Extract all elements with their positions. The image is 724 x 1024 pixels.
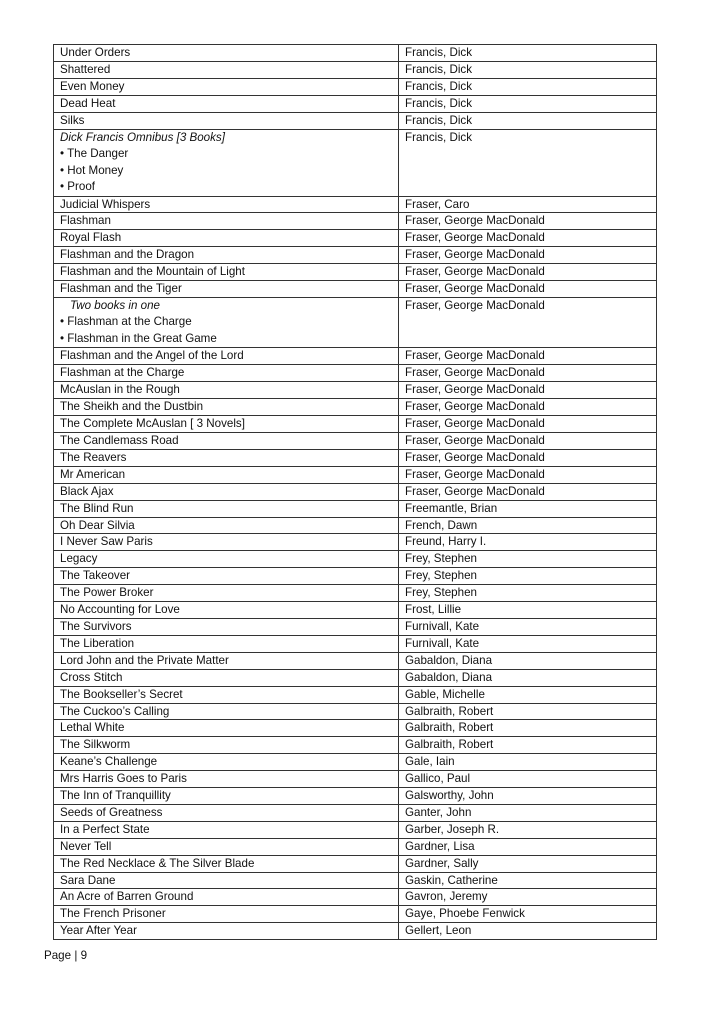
book-author: Galbraith, Robert	[399, 720, 657, 737]
book-title: No Accounting for Love	[54, 602, 399, 619]
book-title: Mrs Harris Goes to Paris	[54, 771, 399, 788]
omnibus-title: Dick Francis Omnibus [3 Books]	[60, 130, 225, 144]
book-author: Frey, Stephen	[399, 551, 657, 568]
book-author: Francis, Dick	[399, 129, 657, 196]
book-author: Fraser, George MacDonald	[399, 382, 657, 399]
book-title: The Silkworm	[54, 737, 399, 754]
book-author: Gallico, Paul	[399, 771, 657, 788]
table-row	[54, 281, 657, 298]
table-row	[54, 686, 657, 703]
book-title: The Blind Run	[54, 500, 399, 517]
book-title: Never Tell	[54, 838, 399, 855]
table-row	[54, 95, 657, 112]
table-row	[54, 889, 657, 906]
table-row	[54, 78, 657, 95]
table-row	[54, 602, 657, 619]
book-author: Francis, Dick	[399, 112, 657, 129]
book-list-table	[53, 44, 657, 940]
book-author: Fraser, George MacDonald	[399, 348, 657, 365]
book-title: The Inn of Tranquillity	[54, 788, 399, 805]
omnibus-item: • Flashman in the Great Game	[60, 331, 217, 345]
table-row	[54, 466, 657, 483]
book-author: Gaye, Phoebe Fenwick	[399, 906, 657, 923]
book-author: Frey, Stephen	[399, 585, 657, 602]
book-author: Fraser, George MacDonald	[399, 416, 657, 433]
book-author: Francis, Dick	[399, 78, 657, 95]
table-row	[54, 821, 657, 838]
book-author: Freund, Harry I.	[399, 534, 657, 551]
table-row	[54, 399, 657, 416]
book-title: Flashman and the Dragon	[54, 247, 399, 264]
book-author: Fraser, George MacDonald	[399, 466, 657, 483]
book-title: Under Orders	[54, 45, 399, 62]
table-row	[54, 112, 657, 129]
page-number: 9	[80, 949, 88, 962]
book-title: The Bookseller’s Secret	[54, 686, 399, 703]
book-title: Keane’s Challenge	[54, 754, 399, 771]
table-row	[54, 551, 657, 568]
book-author: Fraser, George MacDonald	[399, 264, 657, 281]
book-author: Gable, Michelle	[399, 686, 657, 703]
table-row	[54, 838, 657, 855]
book-author: Gabaldon, Diana	[399, 652, 657, 669]
book-title: Sara Dane	[54, 872, 399, 889]
table-row	[54, 720, 657, 737]
book-author: Gale, Iain	[399, 754, 657, 771]
book-title: The Red Necklace & The Silver Blade	[54, 855, 399, 872]
omnibus-item: • Proof	[60, 180, 95, 194]
table-row-omnibus	[54, 129, 657, 196]
book-author: Frost, Lillie	[399, 602, 657, 619]
book-author: Galbraith, Robert	[399, 737, 657, 754]
table-row	[54, 737, 657, 754]
table-row	[54, 449, 657, 466]
book-title: Lord John and the Private Matter	[54, 652, 399, 669]
book-author: Fraser, George MacDonald	[399, 365, 657, 382]
table-row	[54, 45, 657, 62]
book-author: Gardner, Sally	[399, 855, 657, 872]
book-author: Fraser, George MacDonald	[399, 449, 657, 466]
table-row	[54, 517, 657, 534]
table-row	[54, 365, 657, 382]
book-author: Garber, Joseph R.	[399, 821, 657, 838]
book-title: Royal Flash	[54, 230, 399, 247]
book-title: The Sheikh and the Dustbin	[54, 399, 399, 416]
book-title: Flashman and the Mountain of Light	[54, 264, 399, 281]
book-title: Year After Year	[54, 923, 399, 940]
book-title: The French Prisoner	[54, 906, 399, 923]
book-author: Fraser, George MacDonald	[399, 213, 657, 230]
book-title: Seeds of Greatness	[54, 804, 399, 821]
omnibus-item: • The Danger	[60, 147, 129, 161]
page-label: Page	[44, 949, 72, 962]
book-title: The Takeover	[54, 568, 399, 585]
book-title: Flashman and the Tiger	[54, 281, 399, 298]
book-author: Gaskin, Catherine	[399, 872, 657, 889]
table-row	[54, 534, 657, 551]
book-title: Mr American	[54, 466, 399, 483]
table-row	[54, 788, 657, 805]
book-author: Francis, Dick	[399, 61, 657, 78]
table-row	[54, 500, 657, 517]
book-author: Gavron, Jeremy	[399, 889, 657, 906]
table-row	[54, 382, 657, 399]
book-author: Fraser, George MacDonald	[399, 281, 657, 298]
book-title: McAuslan in the Rough	[54, 382, 399, 399]
table-row	[54, 923, 657, 940]
omnibus-item: • Hot Money	[60, 163, 124, 177]
book-author: Galbraith, Robert	[399, 703, 657, 720]
book-title: Judicial Whispers	[54, 196, 399, 213]
book-author: Freemantle, Brian	[399, 500, 657, 517]
book-title: The Candlemass Road	[54, 433, 399, 450]
table-row	[54, 230, 657, 247]
book-title: Flashman	[54, 213, 399, 230]
table-row-omnibus	[54, 297, 657, 348]
table-row	[54, 213, 657, 230]
table-row	[54, 416, 657, 433]
book-title: Flashman and the Angel of the Lord	[54, 348, 399, 365]
book-title: The Power Broker	[54, 585, 399, 602]
book-title: Flashman at the Charge	[54, 365, 399, 382]
book-title: Cross Stitch	[54, 669, 399, 686]
book-title: The Liberation	[54, 635, 399, 652]
table-row	[54, 483, 657, 500]
table-row	[54, 669, 657, 686]
table-row	[54, 264, 657, 281]
book-author: Francis, Dick	[399, 95, 657, 112]
book-author: Fraser, George MacDonald	[399, 433, 657, 450]
table-row	[54, 61, 657, 78]
table-row	[54, 635, 657, 652]
book-title: Silks	[54, 112, 399, 129]
book-author: French, Dawn	[399, 517, 657, 534]
table-row	[54, 872, 657, 889]
table-row	[54, 906, 657, 923]
page-separator: |	[74, 949, 78, 962]
book-title: The Survivors	[54, 618, 399, 635]
book-author: Fraser, George MacDonald	[399, 230, 657, 247]
book-author: Fraser, George MacDonald	[399, 483, 657, 500]
table-row	[54, 585, 657, 602]
table-row	[54, 196, 657, 213]
table-row	[54, 771, 657, 788]
book-author: Furnivall, Kate	[399, 618, 657, 635]
book-title: Dead Heat	[54, 95, 399, 112]
book-author: Furnivall, Kate	[399, 635, 657, 652]
table-row	[54, 652, 657, 669]
book-title: The Complete McAuslan [ 3 Novels]	[54, 416, 399, 433]
book-author: Galsworthy, John	[399, 788, 657, 805]
book-title: Lethal White	[54, 720, 399, 737]
omnibus-title: Two books in one	[70, 298, 161, 312]
book-title-multi	[54, 297, 399, 348]
book-title-multi	[54, 129, 399, 196]
book-title: Even Money	[54, 78, 399, 95]
book-title: Legacy	[54, 551, 399, 568]
book-title: Black Ajax	[54, 483, 399, 500]
table-row	[54, 348, 657, 365]
book-author: Fraser, George MacDonald	[399, 247, 657, 264]
book-author: Fraser, George MacDonald	[399, 399, 657, 416]
book-list-body	[54, 45, 657, 940]
table-row	[54, 703, 657, 720]
book-author: Ganter, John	[399, 804, 657, 821]
table-row	[54, 247, 657, 264]
book-title: I Never Saw Paris	[54, 534, 399, 551]
book-title: An Acre of Barren Ground	[54, 889, 399, 906]
book-author: Francis, Dick	[399, 45, 657, 62]
book-author: Gellert, Leon	[399, 923, 657, 940]
omnibus-item: • Flashman at the Charge	[60, 315, 192, 329]
book-title: Shattered	[54, 61, 399, 78]
book-author: Fraser, Caro	[399, 196, 657, 213]
book-title: The Cuckoo’s Calling	[54, 703, 399, 720]
book-title: In a Perfect State	[54, 821, 399, 838]
page-footer	[44, 949, 87, 962]
book-title: Oh Dear Silvia	[54, 517, 399, 534]
table-row	[54, 568, 657, 585]
table-row	[54, 433, 657, 450]
book-author: Gabaldon, Diana	[399, 669, 657, 686]
table-row	[54, 754, 657, 771]
book-author: Gardner, Lisa	[399, 838, 657, 855]
book-author: Frey, Stephen	[399, 568, 657, 585]
book-title: The Reavers	[54, 449, 399, 466]
table-row	[54, 855, 657, 872]
table-row	[54, 804, 657, 821]
book-author: Fraser, George MacDonald	[399, 297, 657, 348]
table-row	[54, 618, 657, 635]
